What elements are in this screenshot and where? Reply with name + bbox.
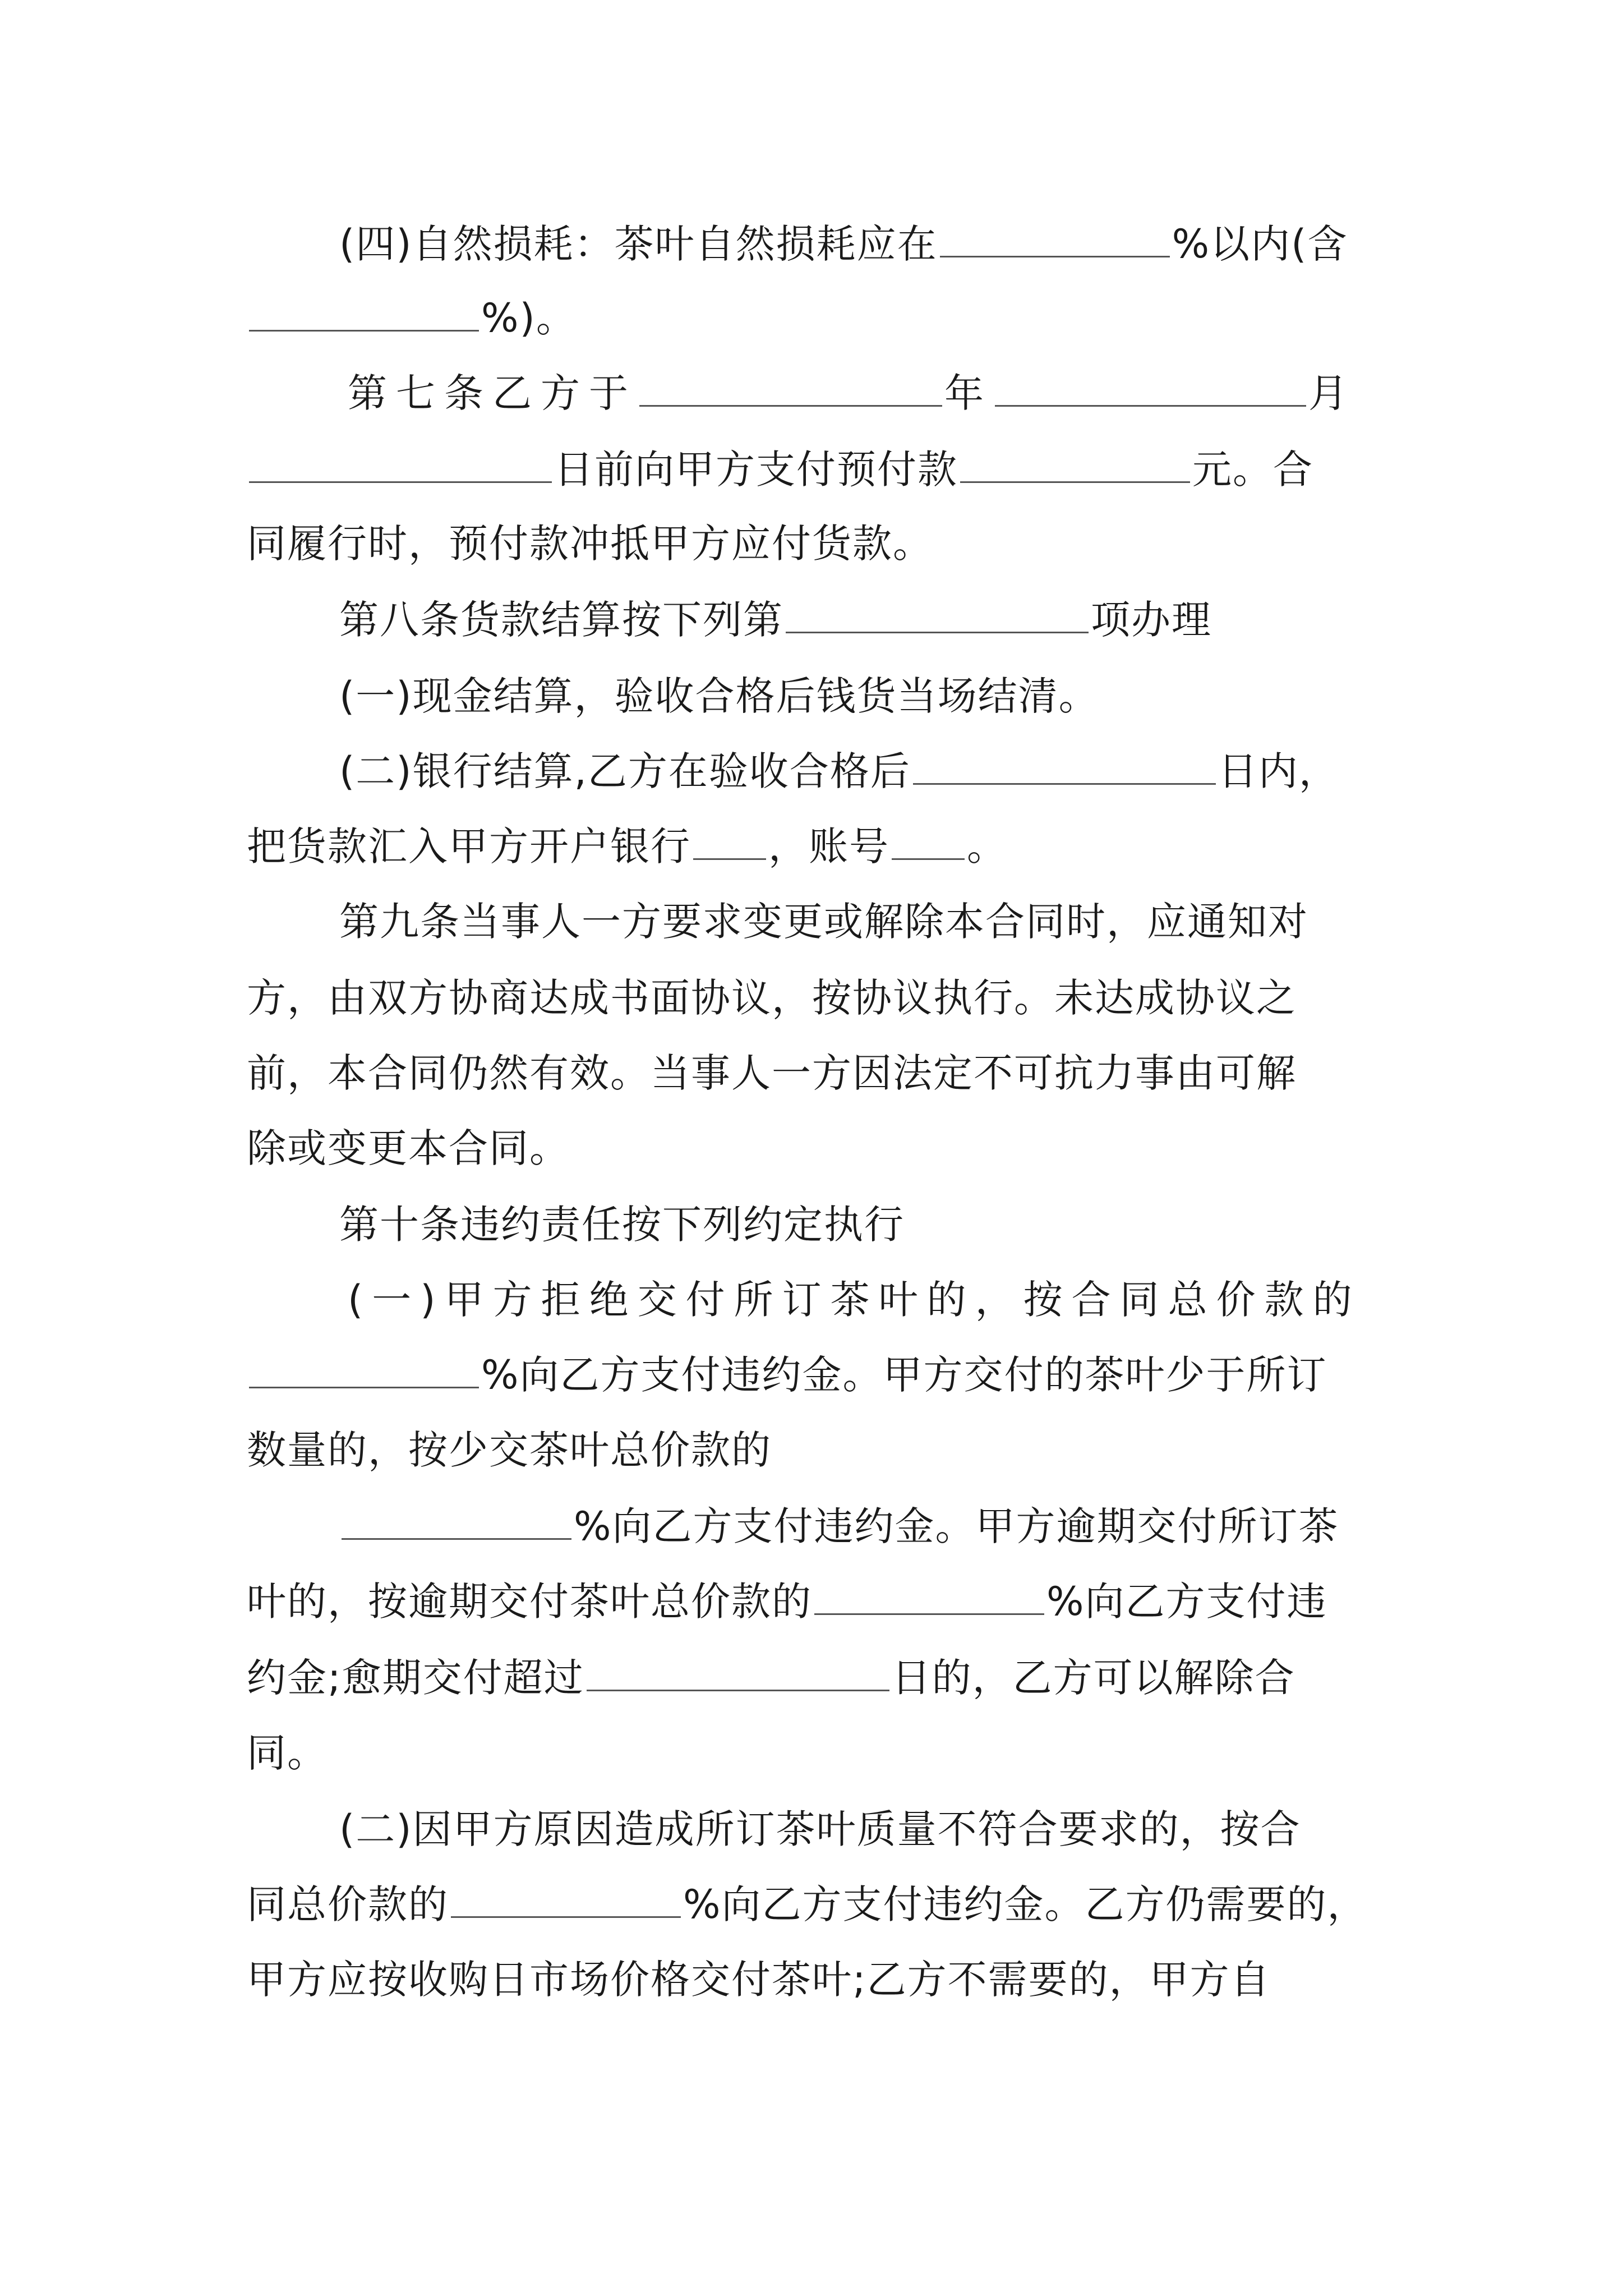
text: 日的，乙方可以解除合 <box>891 1655 1295 1701</box>
article-10-item-2-cont1 <box>247 1874 1368 1935</box>
blank-field <box>249 291 479 332</box>
article-9-cont3 <box>247 1117 570 1179</box>
article-7 <box>348 362 1357 424</box>
blank-field <box>995 366 1306 407</box>
clause-natural-loss-cont <box>247 287 577 349</box>
text: 日前向甲方支付预付款 <box>554 447 958 493</box>
text: 同。 <box>247 1730 328 1776</box>
blank-field <box>639 366 942 407</box>
article-7-cont2 <box>247 513 933 574</box>
article-10-item-2 <box>339 1798 1301 1860</box>
text: 元。合 <box>1192 447 1313 493</box>
blank-field <box>249 1347 479 1388</box>
text: 第七条乙方于 <box>348 370 637 416</box>
article-10-item-1-cont2 <box>247 1419 772 1481</box>
text: 前，本合同仍然有效。当事人一方因法定不可抗力事由可解 <box>247 1050 1297 1096</box>
text: (一)甲方拒绝交付所订茶叶的，按合同总价款的 <box>348 1277 1361 1323</box>
text: 同履行时，预付款冲抵甲方应付货款。 <box>247 521 933 567</box>
text: 方，由双方协商达成书面协议，按协议执行。未达成协议之 <box>247 975 1297 1021</box>
text: 除或变更本合同。 <box>247 1125 570 1171</box>
text: 第十条违约责任按下列约定执行 <box>339 1202 905 1248</box>
text: 第八条货款结算按下列第 <box>339 597 783 643</box>
blank-field <box>249 442 552 483</box>
article-10-item-1-cont3 <box>339 1496 1339 1557</box>
blank-field <box>693 819 766 860</box>
text: %向乙方支付违约金。甲方逾期交付所订茶 <box>574 1503 1339 1549</box>
article-10-item-1-cont6 <box>247 1722 328 1784</box>
blank-field <box>587 1650 889 1691</box>
text: 项办理 <box>1091 597 1212 643</box>
article-9-cont1 <box>247 967 1297 1029</box>
text: (二)银行结算,乙方在验收合格后 <box>339 748 911 794</box>
blank-field <box>342 1499 571 1540</box>
article-9 <box>339 891 1308 953</box>
article-10-item-2-cont2 <box>247 1949 1271 2010</box>
text: 把货款汇入甲方开户银行 <box>247 823 691 869</box>
article-10-item-1-cont5 <box>247 1647 1295 1709</box>
clause-natural-loss <box>339 213 1348 275</box>
article-8 <box>339 589 1212 651</box>
blank-field <box>786 592 1089 633</box>
text: (四)自然损耗：茶叶自然损耗应在 <box>339 221 938 267</box>
blank-field <box>960 442 1190 483</box>
text: 甲方应按收购日市场价格交付茶叶;乙方不需要的，甲方自 <box>247 1957 1271 2003</box>
article-10-item-1 <box>348 1269 1361 1331</box>
text: %向乙方支付违约金。甲方交付的茶叶少于所订 <box>481 1352 1327 1398</box>
text: %向乙方支付违 <box>1046 1579 1327 1625</box>
text: 约金;愈期交付超过 <box>247 1655 584 1701</box>
text: 。 <box>967 823 1007 869</box>
blank-field <box>940 217 1170 257</box>
blank-field <box>451 1877 681 1918</box>
text: 第九条当事人一方要求变更或解除本合同时，应通知对 <box>339 899 1308 945</box>
article-8-item-1 <box>339 665 1099 727</box>
text: 叶的，按逾期交付茶叶总价款的 <box>247 1579 812 1625</box>
text: 数量的，按少交茶叶总价款的 <box>247 1427 772 1473</box>
text: 日内， <box>1218 748 1339 794</box>
text: %以内(含 <box>1172 221 1348 267</box>
text: 月 <box>1308 370 1357 416</box>
text: %)。 <box>481 295 577 341</box>
article-9-cont2 <box>247 1042 1297 1104</box>
article-8-item-2-cont <box>247 816 1007 877</box>
text: 年 <box>944 370 993 416</box>
article-8-item-2 <box>339 740 1339 802</box>
text: (一)现金结算，验收合格后钱货当场结清。 <box>339 673 1099 719</box>
blank-field <box>814 1574 1044 1615</box>
article-10 <box>339 1194 905 1255</box>
text: %向乙方支付违约金。乙方仍需要的， <box>683 1881 1368 1927</box>
text: (二)因甲方原因造成所订茶叶质量不符合要求的，按合 <box>339 1806 1301 1852</box>
blank-field <box>913 744 1216 785</box>
article-10-item-1-cont4 <box>247 1571 1327 1632</box>
article-7-cont <box>247 439 1313 500</box>
blank-field <box>892 819 965 860</box>
article-10-item-1-cont1 <box>247 1344 1327 1406</box>
text: ，账号 <box>768 823 889 869</box>
text: 同总价款的 <box>247 1881 449 1927</box>
